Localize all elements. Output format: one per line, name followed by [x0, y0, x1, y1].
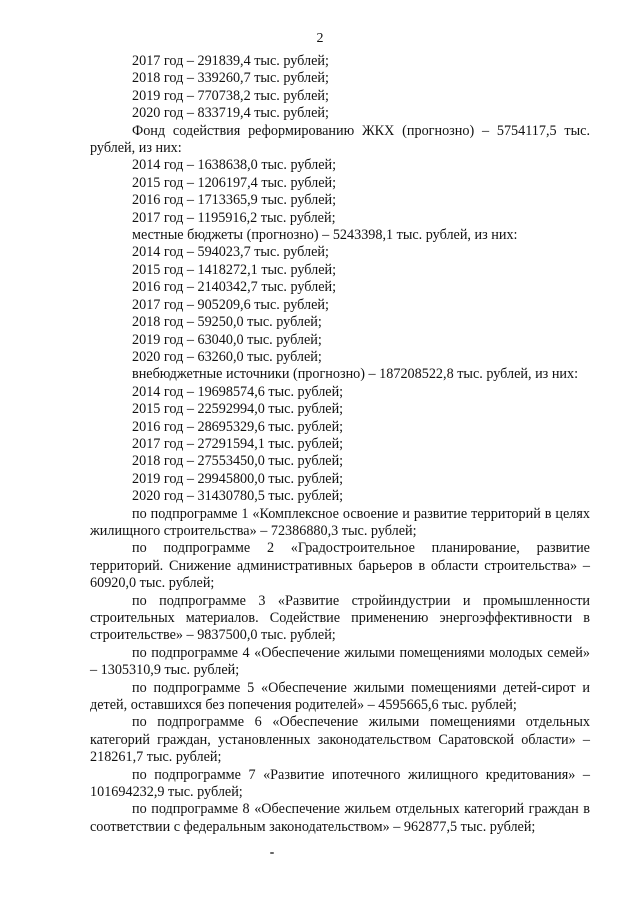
document-body	[90, 53, 590, 836]
subprogram-paragraph: по подпрограмме 7 «Развитие ипотечного жилищного кредитования» – 101694232,9 тыс. рублей;	[90, 766, 590, 801]
year-line: 2017 год – 291839,4 тыс. рублей;	[132, 53, 329, 69]
year-line: 2018 год – 27553450,0 тыс. рублей;	[132, 453, 344, 470]
subprogram-paragraph: по подпрограмме 5 «Обеспечение жилыми помещениями детей-сирот и детей, оставшихся без попечения родителей» – 4595665,6 тыс. рублей;	[90, 679, 590, 714]
subprogram-paragraph: по подпрограмме 3 «Развитие стройиндустрии и промышленности строительных материалов. Содействие применению энергоэффективности в строительстве» – 9837500,0 тыс. рублей;	[90, 592, 590, 644]
year-line: 2019 год – 63040,0 тыс. рублей;	[132, 331, 322, 348]
year-line: 2017 год – 27291594,1 тыс. рублей;	[132, 435, 344, 452]
year-line: 2017 год – 905209,6 тыс. рублей;	[132, 296, 329, 313]
year-line: 2020 год – 31430780,5 тыс. рублей;	[132, 488, 344, 505]
year-line: 2020 год – 833719,4 тыс. рублей;	[132, 105, 329, 122]
year-line: 2020 год – 63260,0 тыс. рублей;	[132, 348, 322, 365]
year-line: 2018 год – 339260,7 тыс. рублей;	[132, 70, 329, 87]
year-line: 2015 год – 1206197,4 тыс. рублей;	[132, 174, 337, 191]
fund-paragraph: Фонд содействия реформированию ЖКХ (прогнозно) – 5754117,5 тыс. рублей, из них:	[90, 122, 590, 157]
subprogram-paragraph: по подпрограмме 8 «Обеспечение жильем отдельных категорий граждан в соответствии с федеральным законодательством» – 962877,5 тыс. рублей;	[90, 801, 590, 835]
local-budgets-line: местные бюджеты (прогнозно) – 5243398,1 тыс. рублей, из них:	[132, 227, 518, 244]
year-line: 2015 год – 22592994,0 тыс. рублей;	[132, 401, 344, 418]
year-line: 2014 год – 19698574,6 тыс. рублей;	[132, 383, 344, 400]
scan-mark	[270, 852, 274, 854]
year-line: 2017 год – 1195916,2 тыс. рублей;	[132, 209, 336, 226]
year-line: 2016 год – 28695329,6 тыс. рублей;	[132, 418, 344, 435]
year-line: 2014 год – 594023,7 тыс. рублей;	[132, 244, 329, 261]
year-line: 2019 год – 770738,2 тыс. рублей;	[132, 87, 329, 104]
year-line: 2014 год – 1638638,0 тыс. рублей;	[132, 157, 337, 174]
page-number: 2	[316, 31, 324, 46]
year-line: 2018 год – 59250,0 тыс. рублей;	[132, 314, 322, 331]
year-line: 2016 год – 1713365,9 тыс. рублей;	[132, 192, 337, 209]
subprogram-paragraph: по подпрограмме 6 «Обеспечение жилыми помещениями отдельных категорий граждан, установленных законодательством Саратовской области» – 218261,7 тыс. рублей;	[90, 714, 590, 766]
year-line: 2016 год – 2140342,7 тыс. рублей;	[132, 279, 337, 296]
extrabudget-line: внебюджетные источники (прогнозно) – 187208522,8 тыс. рублей, из них:	[132, 366, 579, 383]
subprogram-paragraph: по подпрограмме 2 «Градостроительное планирование, развитие территорий. Снижение административных барьеров в области строительства» – 60920,0 тыс. рублей;	[90, 540, 590, 592]
subprogram-paragraph: по подпрограмме 4 «Обеспечение жилыми помещениями молодых семей» – 1305310,9 тыс. рублей;	[90, 644, 590, 679]
subprogram-paragraph: по подпрограмме 1 «Комплексное освоение и развитие территорий в целях жилищного строительства» – 72386880,3 тыс. рублей;	[90, 505, 590, 539]
year-line: 2019 год – 29945800,0 тыс. рублей;	[132, 470, 344, 487]
year-line: 2015 год – 1418272,1 тыс. рублей;	[132, 261, 337, 278]
